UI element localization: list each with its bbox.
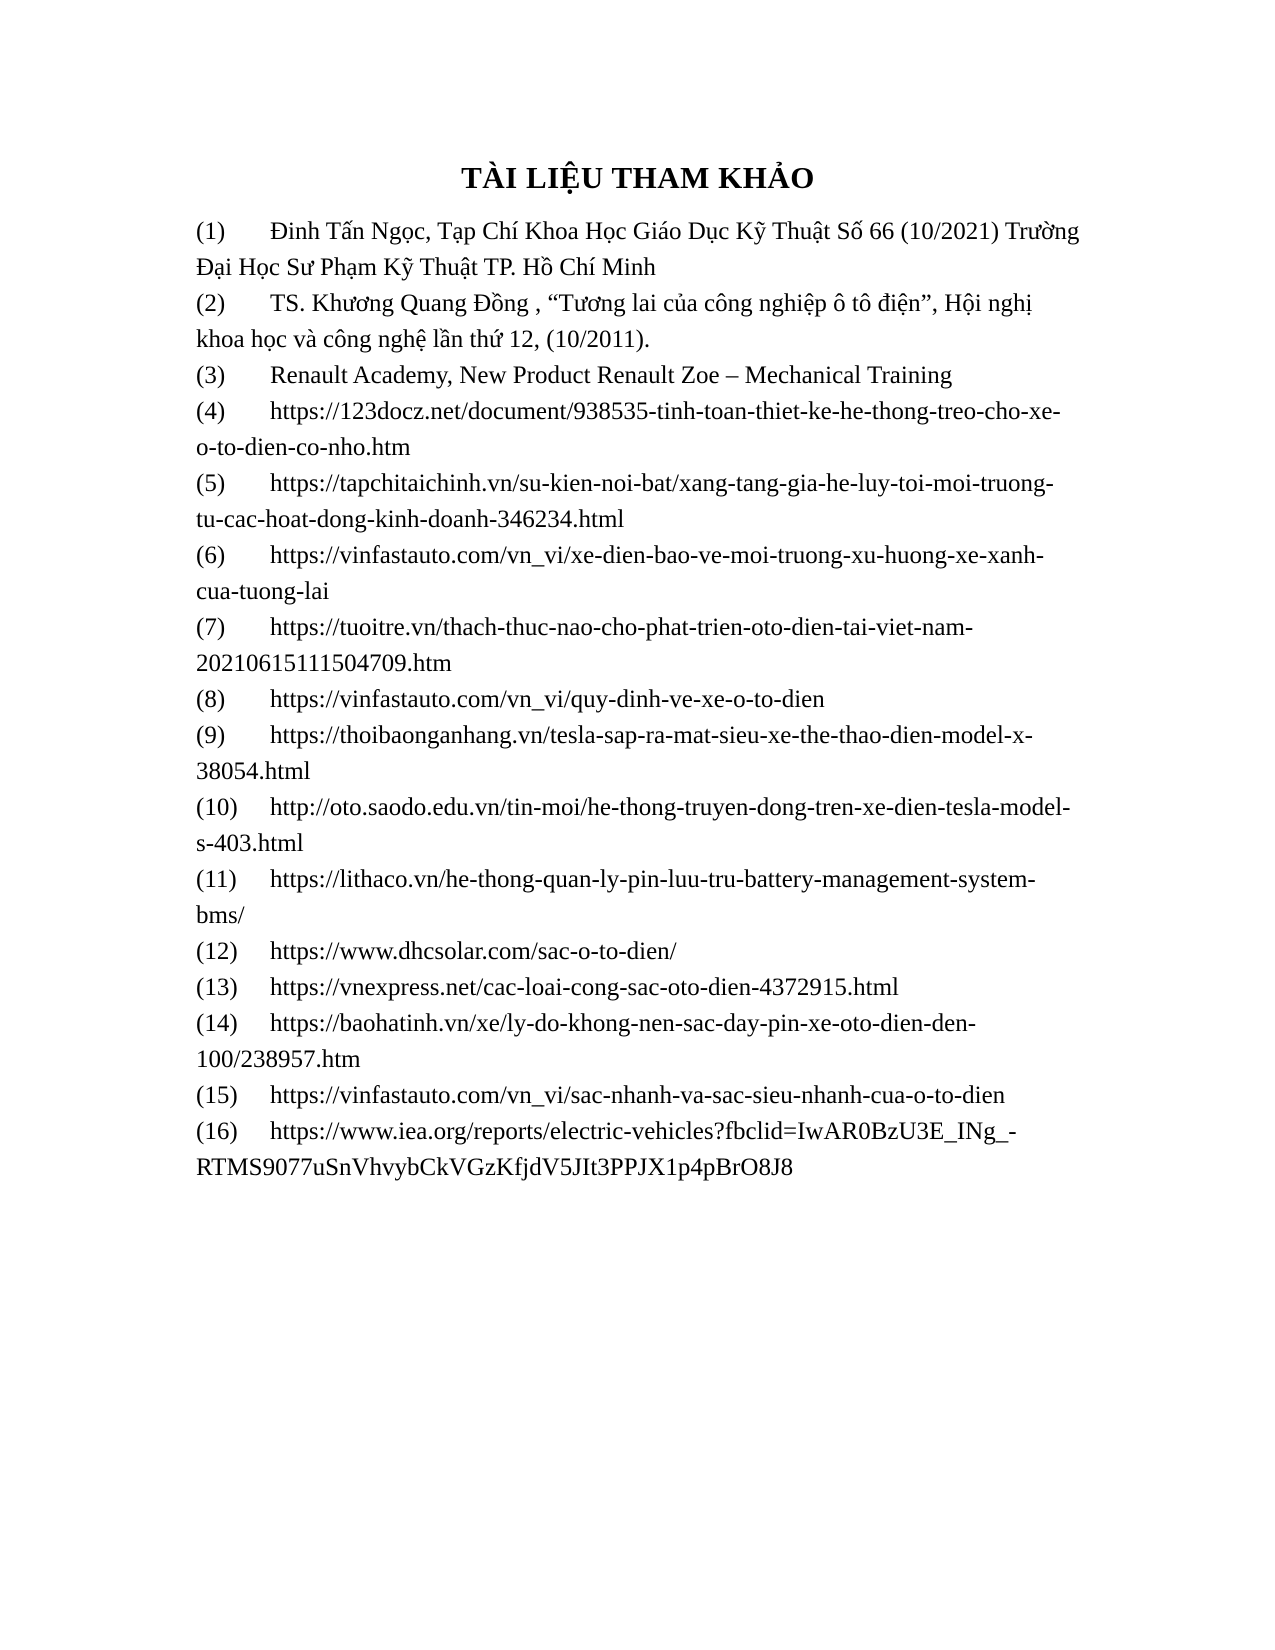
reference-item xyxy=(196,1078,1080,1114)
reference-number: (1) xyxy=(196,218,226,245)
reference-item xyxy=(196,1114,1080,1186)
reference-text: https://baohatinh.vn/xe/ly-do-khong-nen-sac-day-pin-xe-oto-dien-den-100/238957.htm xyxy=(196,1010,977,1073)
reference-number: (14) xyxy=(196,1010,238,1037)
reference-list xyxy=(196,214,1080,1186)
reference-text: https://vinfastauto.com/vn_vi/sac-nhanh-va-sac-sieu-nhanh-cua-o-to-dien xyxy=(270,1082,1006,1109)
reference-number: (3) xyxy=(196,362,226,389)
reference-number: (15) xyxy=(196,1082,238,1109)
reference-number: (11) xyxy=(196,866,237,893)
reference-number: (13) xyxy=(196,974,238,1001)
reference-item xyxy=(196,934,1080,970)
reference-item xyxy=(196,358,1080,394)
reference-text: https://thoibaonganhang.vn/tesla-sap-ra-mat-sieu-xe-the-thao-dien-model-x-38054.html xyxy=(196,722,1033,785)
reference-number: (12) xyxy=(196,938,238,965)
reference-number: (4) xyxy=(196,398,226,425)
reference-text: TS. Khương Quang Đồng , “Tương lai của công nghiệp ô tô điện”, Hội nghị khoa học và công nghệ lần thứ 12, (10/2011). xyxy=(196,290,1033,353)
reference-item xyxy=(196,538,1080,610)
reference-text: https://www.dhcsolar.com/sac-o-to-dien/ xyxy=(270,938,677,965)
reference-item xyxy=(196,1006,1080,1078)
reference-text: http://oto.saodo.edu.vn/tin-moi/he-thong-truyen-dong-tren-xe-dien-tesla-model-s-403.html xyxy=(196,794,1071,857)
reference-text: https://vinfastauto.com/vn_vi/quy-dinh-ve-xe-o-to-dien xyxy=(270,686,825,713)
reference-item xyxy=(196,970,1080,1006)
reference-text: https://vinfastauto.com/vn_vi/xe-dien-bao-ve-moi-truong-xu-huong-xe-xanh-cua-tuong-lai xyxy=(196,542,1045,605)
reference-text: https://www.iea.org/reports/electric-vehicles?fbclid=IwAR0BzU3E_INg_-RTMS9077uSnVhvybCkVGzKfjdV5JIt3PPJX1p4pBrO8J8 xyxy=(196,1118,1017,1181)
reference-item xyxy=(196,466,1080,538)
reference-item xyxy=(196,610,1080,682)
reference-number: (9) xyxy=(196,722,226,749)
reference-item xyxy=(196,862,1080,934)
reference-text: Renault Academy, New Product Renault Zoe – Mechanical Training xyxy=(270,362,953,389)
reference-item xyxy=(196,790,1080,862)
reference-number: (6) xyxy=(196,542,226,569)
reference-item xyxy=(196,214,1080,286)
reference-text: https://tapchitaichinh.vn/su-kien-noi-bat/xang-tang-gia-he-luy-toi-moi-truong-tu-cac-hoat-dong-kinh-doanh-346234.html xyxy=(196,470,1054,533)
reference-item xyxy=(196,682,1080,718)
reference-number: (7) xyxy=(196,614,226,641)
reference-text: https://vnexpress.net/cac-loai-cong-sac-oto-dien-4372915.html xyxy=(270,974,899,1001)
reference-item xyxy=(196,718,1080,790)
reference-number: (16) xyxy=(196,1118,238,1145)
reference-text: https://123docz.net/document/938535-tinh-toan-thiet-ke-he-thong-treo-cho-xe-o-to-dien-co-nho.htm xyxy=(196,398,1061,461)
page-title: TÀI LIỆU THAM KHẢO xyxy=(461,160,815,195)
reference-number: (2) xyxy=(196,290,226,317)
reference-number: (5) xyxy=(196,470,226,497)
reference-item xyxy=(196,394,1080,466)
reference-text: Đinh Tấn Ngọc, Tạp Chí Khoa Học Giáo Dục Kỹ Thuật Số 66 (10/2021) Trường Đại Học Sư Phạm Kỹ Thuật TP. Hồ Chí Minh xyxy=(196,218,1080,281)
reference-item xyxy=(196,286,1080,358)
reference-text: https://lithaco.vn/he-thong-quan-ly-pin-luu-tru-battery-management-system-bms/ xyxy=(196,866,1036,929)
reference-text: https://tuoitre.vn/thach-thuc-nao-cho-phat-trien-oto-dien-tai-viet-nam-20210615111504709.htm xyxy=(196,614,974,677)
reference-number: (10) xyxy=(196,794,238,821)
reference-number: (8) xyxy=(196,686,226,713)
